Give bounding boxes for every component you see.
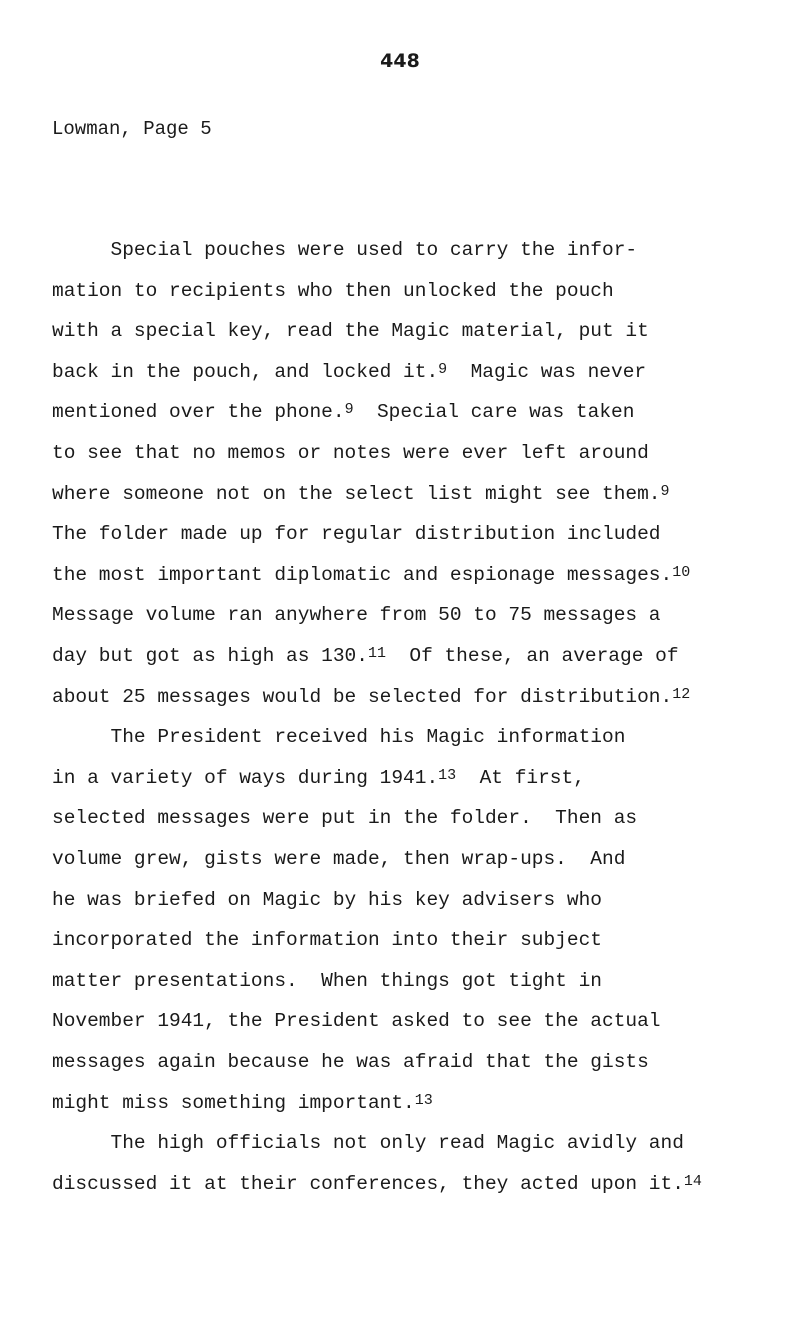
text-line [52, 928, 602, 952]
text-line [52, 603, 661, 627]
footnote-ref: 10 [672, 563, 691, 581]
line-text: where someone not on the select list might see them. [52, 482, 661, 505]
line-text-after: Of these, an average of [385, 645, 679, 667]
text-line [52, 1091, 433, 1117]
line-text: messages again because he was afraid that the gists [52, 1051, 649, 1073]
line-text: The high officials not only read Magic avidly and [52, 1132, 684, 1155]
line-text: the most important diplomatic and espionage messages. [52, 563, 673, 586]
line-text: Message volume ran anywhere from 50 to 75 messages a [52, 604, 661, 627]
text-line [52, 1172, 702, 1198]
line-text: he was briefed on Magic by his key advisers who [52, 888, 602, 911]
footnote-ref: 11 [367, 645, 386, 662]
text-line [52, 1050, 649, 1074]
text-line [52, 1009, 661, 1033]
line-text: mentioned over the phone. [52, 401, 345, 424]
line-text: to see that no memos or notes were ever left around [52, 442, 649, 464]
line-text: Special pouches were used to carry the infor- [52, 239, 638, 261]
text-line [52, 969, 602, 993]
line-text: incorporated the information into their subject [52, 929, 602, 952]
text-line [52, 279, 614, 303]
page-number: 448 [380, 50, 420, 72]
text-line [52, 319, 649, 343]
line-text: The President received his Magic information [52, 726, 626, 749]
line-text: mation to recipients who then unlocked the pouch [52, 279, 614, 302]
line-text: discussed it at their conferences, they acted upon it. [52, 1172, 684, 1195]
text-line [52, 1131, 684, 1155]
line-text: day but got as high as 130. [52, 645, 368, 667]
line-text: November 1941, the President asked to see the actual [52, 1010, 661, 1033]
footnote-ref: 9 [344, 401, 354, 419]
text-line [52, 725, 625, 749]
line-text-after: Special care was taken [353, 401, 635, 424]
page-header: Lowman, Page 5 [52, 118, 212, 140]
line-text: might miss something important. [52, 1091, 415, 1114]
footnote-ref: 12 [672, 685, 691, 703]
line-text: about 25 messages would be selected for distribution. [52, 685, 673, 708]
footnote-ref: 9 [660, 482, 670, 500]
text-line [52, 806, 637, 830]
text-line [52, 360, 646, 386]
text-line [52, 644, 679, 670]
footnote-ref: 9 [438, 360, 448, 378]
line-text: matter presentations. When things got tight in [52, 969, 602, 992]
text-line [52, 847, 625, 871]
line-text: The folder made up for regular distribution included [52, 523, 661, 546]
text-line [52, 238, 637, 262]
text-line [52, 441, 649, 465]
text-line [52, 400, 634, 426]
line-text-after: Magic was never [447, 360, 647, 383]
text-line [52, 888, 602, 912]
text-line [52, 685, 690, 711]
footnote-ref: 14 [683, 1172, 702, 1190]
text-line [52, 522, 661, 546]
line-text: selected messages were put in the folder. Then as [52, 807, 638, 830]
text-line [52, 482, 670, 508]
line-text: back in the pouch, and locked it. [52, 360, 439, 383]
footnote-ref: 13 [414, 1091, 433, 1109]
line-text-after: At first, [456, 766, 585, 789]
line-text: with a special key, read the Magic material, put it [52, 320, 649, 343]
text-line [52, 766, 585, 792]
line-text: in a variety of ways during 1941. [52, 766, 439, 789]
text-line [52, 563, 690, 589]
line-text: volume grew, gists were made, then wrap-ups. And [52, 848, 626, 870]
footnote-ref: 13 [438, 766, 457, 784]
